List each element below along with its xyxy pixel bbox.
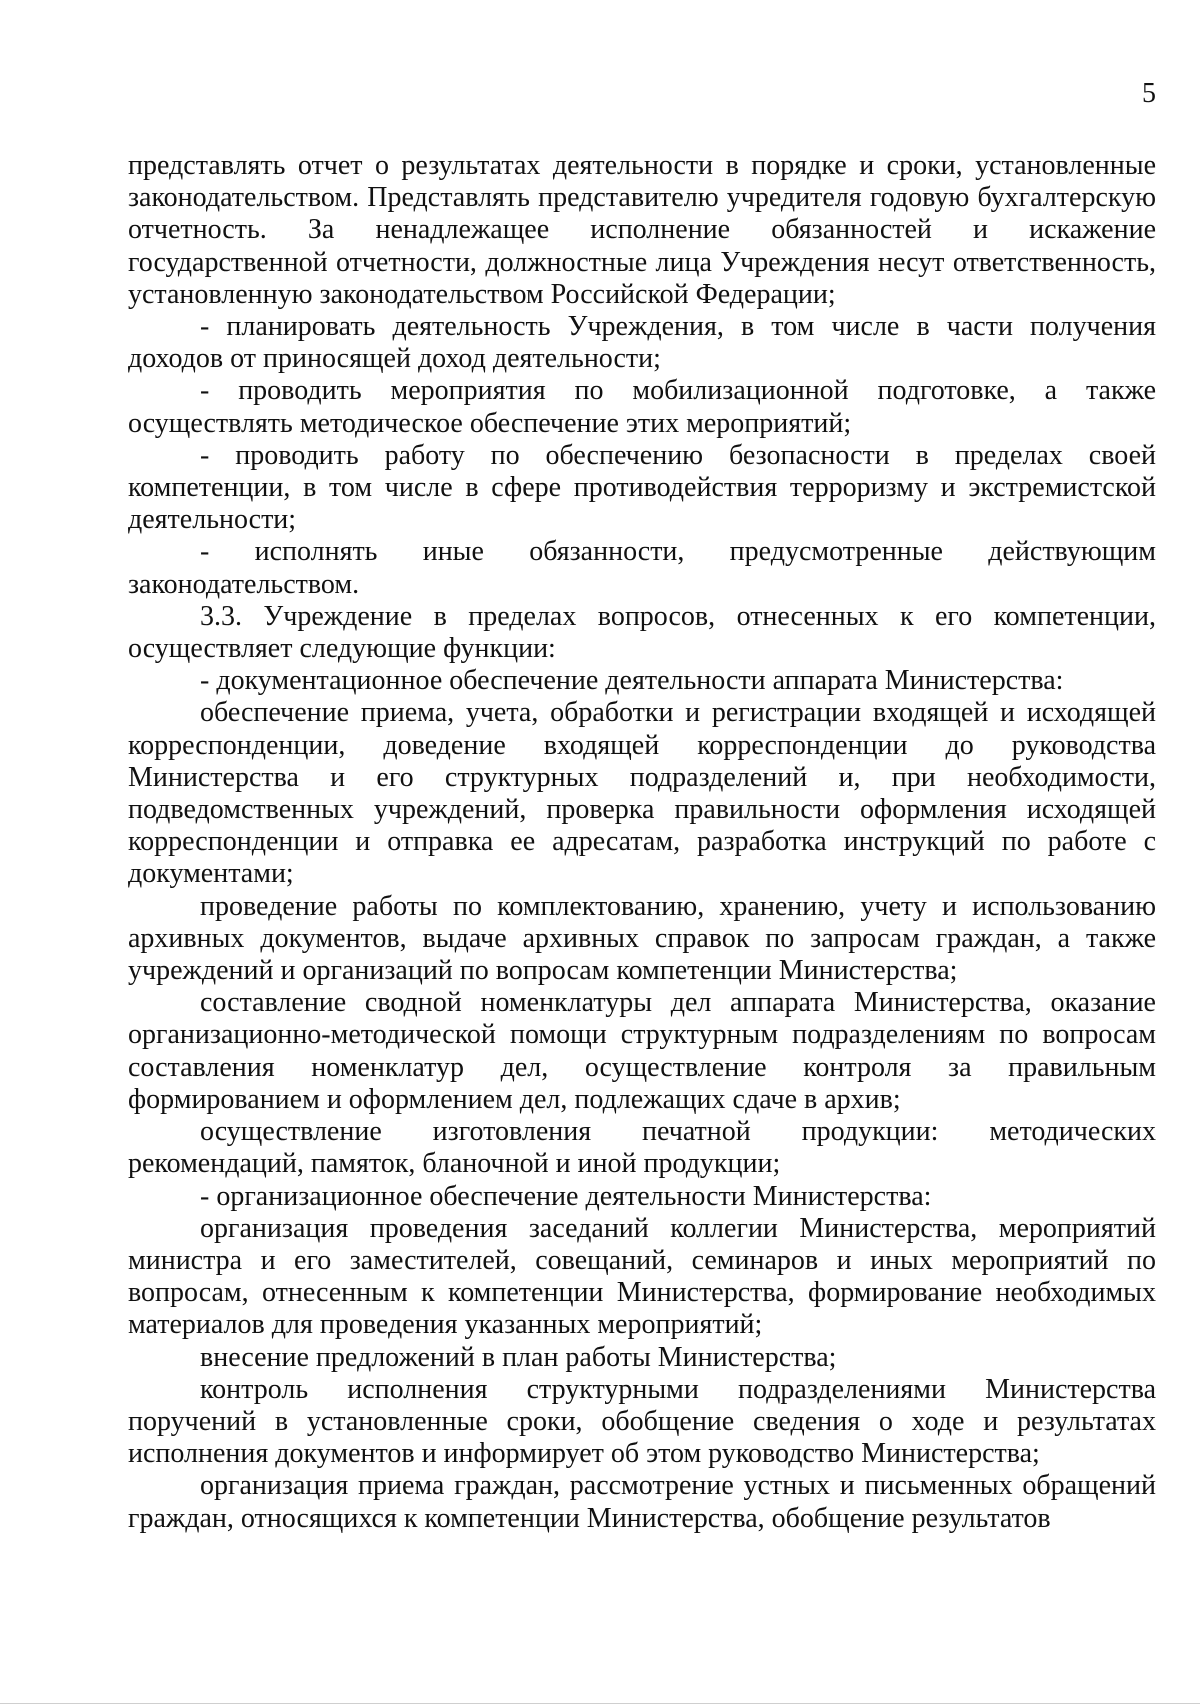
paragraph: - проводить работу по обеспечению безопасности в пределах своей компетенции, в том числе в сфере противодействия терроризму и экстремистской деятельности; [128,439,1156,536]
paragraph: организация приема граждан, рассмотрение устных и письменных обращений граждан, относящихся к компетенции Министерства, обобщение результатов [128,1470,1156,1534]
paragraph: 3.3. Учреждение в пределах вопросов, отнесенных к его компетенции, осуществляет следующие функции: [128,600,1156,665]
paragraph: - проводить мероприятия по мобилизационной подготовке, а также осуществлять методическое обеспечение этих мероприятий; [128,375,1156,439]
paragraph: контроль исполнения структурными подразделениями Министерства поручений в установленные сроки, обобщение сведения о ходе и результатах исполнения документов и информирует об этом руководство Министерства; [128,1373,1156,1470]
paragraph: представлять отчет о результатах деятельности в порядке и сроки, установленные законодательством. Представлять представителю учредителя годовую бухгалтерскую отчетность. За ненадлежащее исполнение обязанностей и искажение государственной отчетности, должностные лица Учреждения несут ответственность, установленную законодательством Российской Федерации; [128,150,1156,310]
paragraph: - документационное обеспечение деятельности аппарата Министерства: [200,665,1064,697]
paragraph: - организационное обеспечение деятельности Министерства: [200,1180,932,1212]
document-body [128,150,1156,1535]
paragraph: внесение предложений в план работы Министерства; [200,1341,837,1373]
paragraph: проведение работы по комплектованию, хранению, учету и использованию архивных документов, выдаче архивных справок по запросам граждан, а также учреждений и организаций по вопросам компетенции Министерства; [128,890,1156,987]
paragraph: - исполнять иные обязанности, предусмотренные действующим законодательством. [128,536,1156,600]
paragraph: - планировать деятельность Учреждения, в том числе в части получения доходов от приносящей доход деятельности; [128,311,1156,375]
scan-edge-line [0,1703,1200,1704]
paragraph: обеспечение приема, учета, обработки и регистрации входящей и исходящей корреспонденции, доведение входящей корреспонденции до руководства Министерства и его структурных подразделений и, при необходимости, подведомственных учреждений, проверка правильности оформления исходящей корреспонденции и отправка ее адресатам, разработка инструкций по работе с документами; [128,697,1156,890]
paragraph: составление сводной номенклатуры дел аппарата Министерства, оказание организационно-методической помощи структурным подразделениям по вопросам составления номенклатур дел, осуществление контроля за правильным формированием и оформлением дел, подлежащих сдаче в архив; [128,987,1156,1115]
page-number: 5 [1142,78,1156,109]
paragraph: организация проведения заседаний коллегии Министерства, мероприятий министра и его заместителей, совещаний, семинаров и иных мероприятий по вопросам, отнесенным к компетенции Министерства, формирование необходимых материалов для проведения указанных мероприятий; [128,1212,1156,1341]
paragraph: осуществление изготовления печатной продукции: методических рекомендаций, памяток, бланочной и иной продукции; [128,1116,1156,1180]
